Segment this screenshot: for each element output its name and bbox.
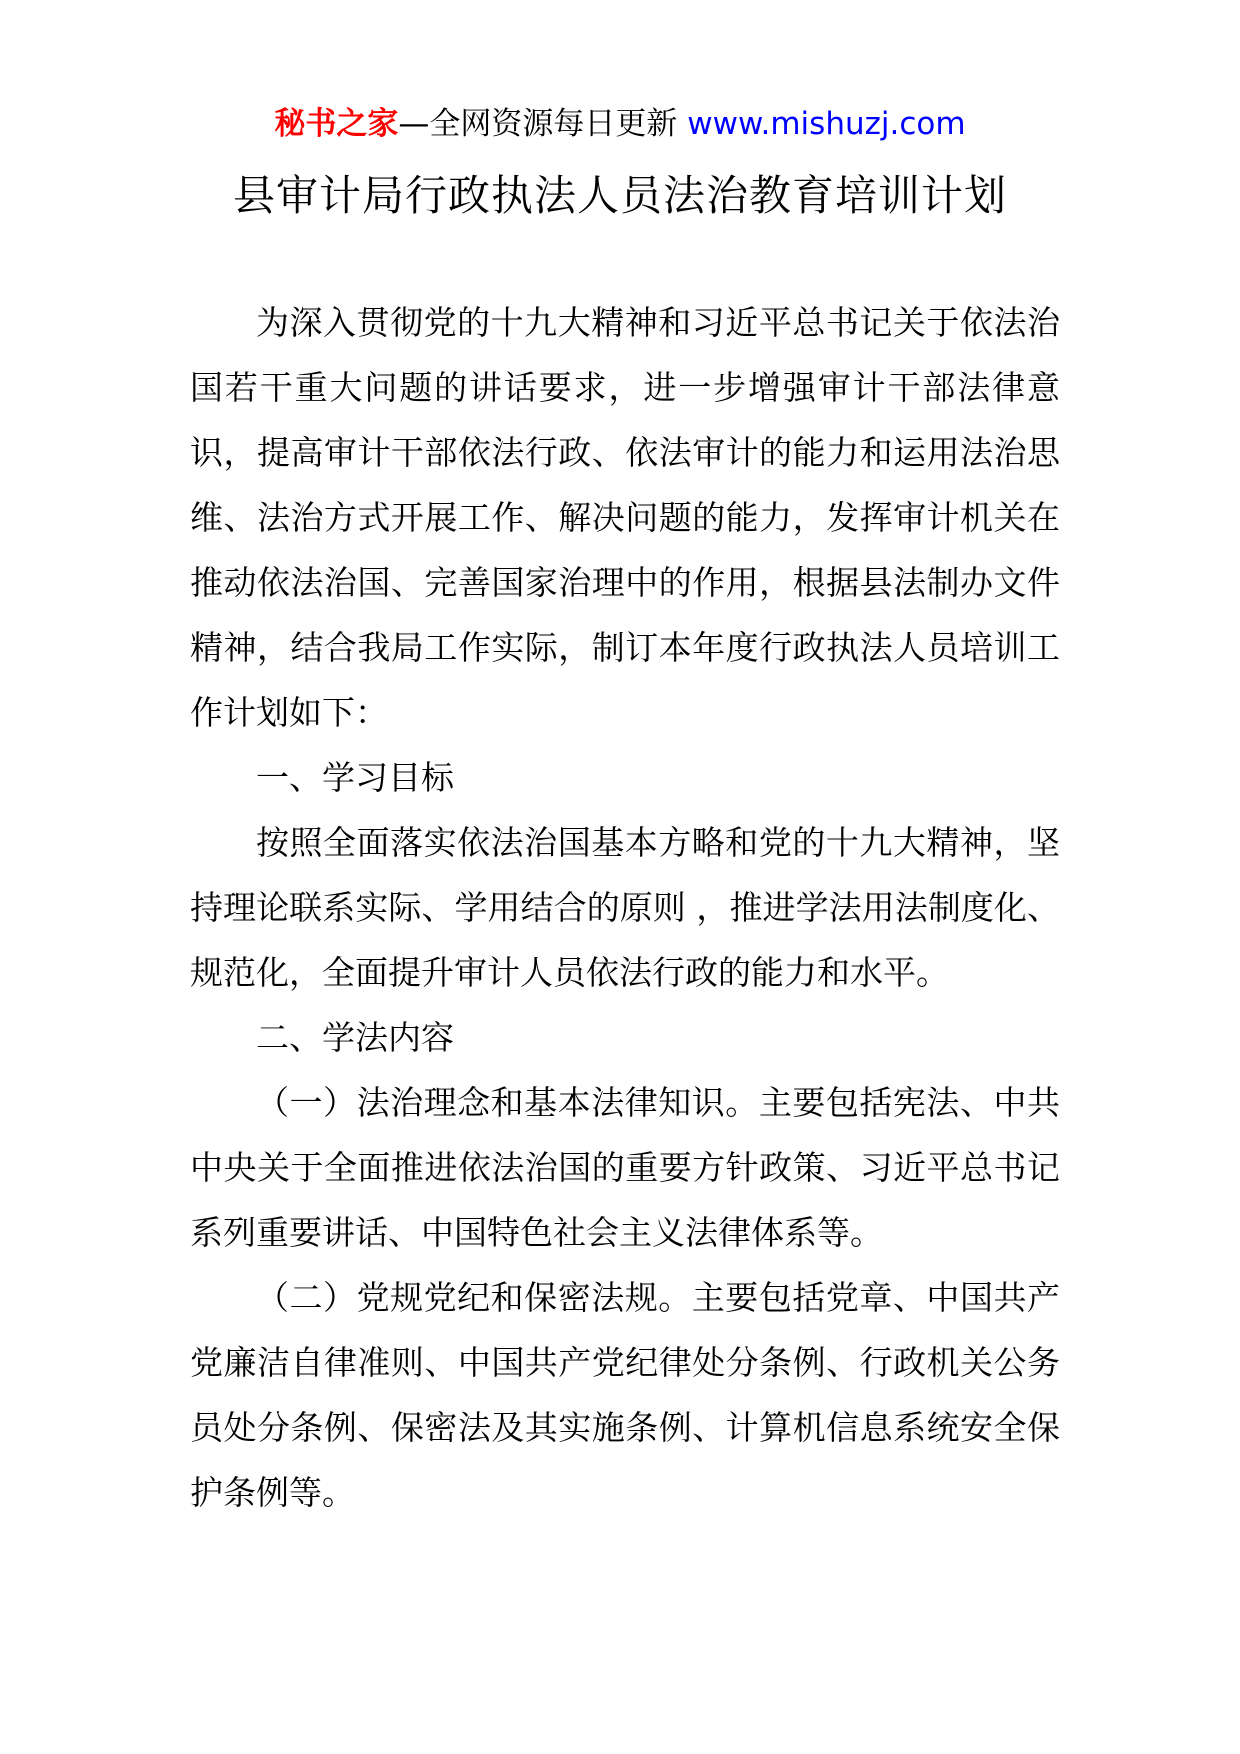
document-title: 县审计局行政执法人员法治教育培训计划: [232, 171, 1007, 220]
content-item-2: （二）党规党纪和保密法规。主要包括党章、中国共产党廉洁自律准则、中国共产党纪律处分条例、行政机关公务员处分条例、保密法及其实施条例、计算机信息系统安全保护条例等。: [190, 1278, 1060, 1512]
goals-paragraph: 按照全面落实依法治国基本方略和党的十九大精神，坚持理论联系实际、学用结合的原则 ，推进学法用法制度化、规范化，全面提升审计人员依法行政的能力和水平。: [190, 823, 1060, 992]
content-item-1: （一）法治理念和基本法律知识。主要包括宪法、中共中央关于全面推进依法治国的重要方针政策、习近平总书记系列重要讲话、中国特色社会主义法律体系等。: [190, 1083, 1060, 1252]
section-heading-goals: 一、学习目标: [256, 758, 454, 797]
site-slogan: —全网资源每日更新: [398, 106, 688, 142]
document-body: [190, 290, 1060, 1525]
site-brand-name: 秘书之家: [274, 106, 399, 142]
site-banner: [0, 104, 1240, 144]
section-heading-content: 二、学法内容: [256, 1018, 454, 1057]
intro-paragraph: 为深入贯彻党的十九大精神和习近平总书记关于依法治国若干重大问题的讲话要求，进一步增强审计干部法律意识，提高审计干部依法行政、依法审计的能力和运用法治思维、法治方式开展工作、解决问题的能力，发挥审计机关在推动依法治国、完善国家治理中的作用，根据县法制办文件精神，结合我局工作实际，制订本年度行政执法人员培训工作计划如下：: [190, 303, 1060, 732]
site-url-link[interactable]: www.mishuzj.com: [687, 106, 966, 142]
